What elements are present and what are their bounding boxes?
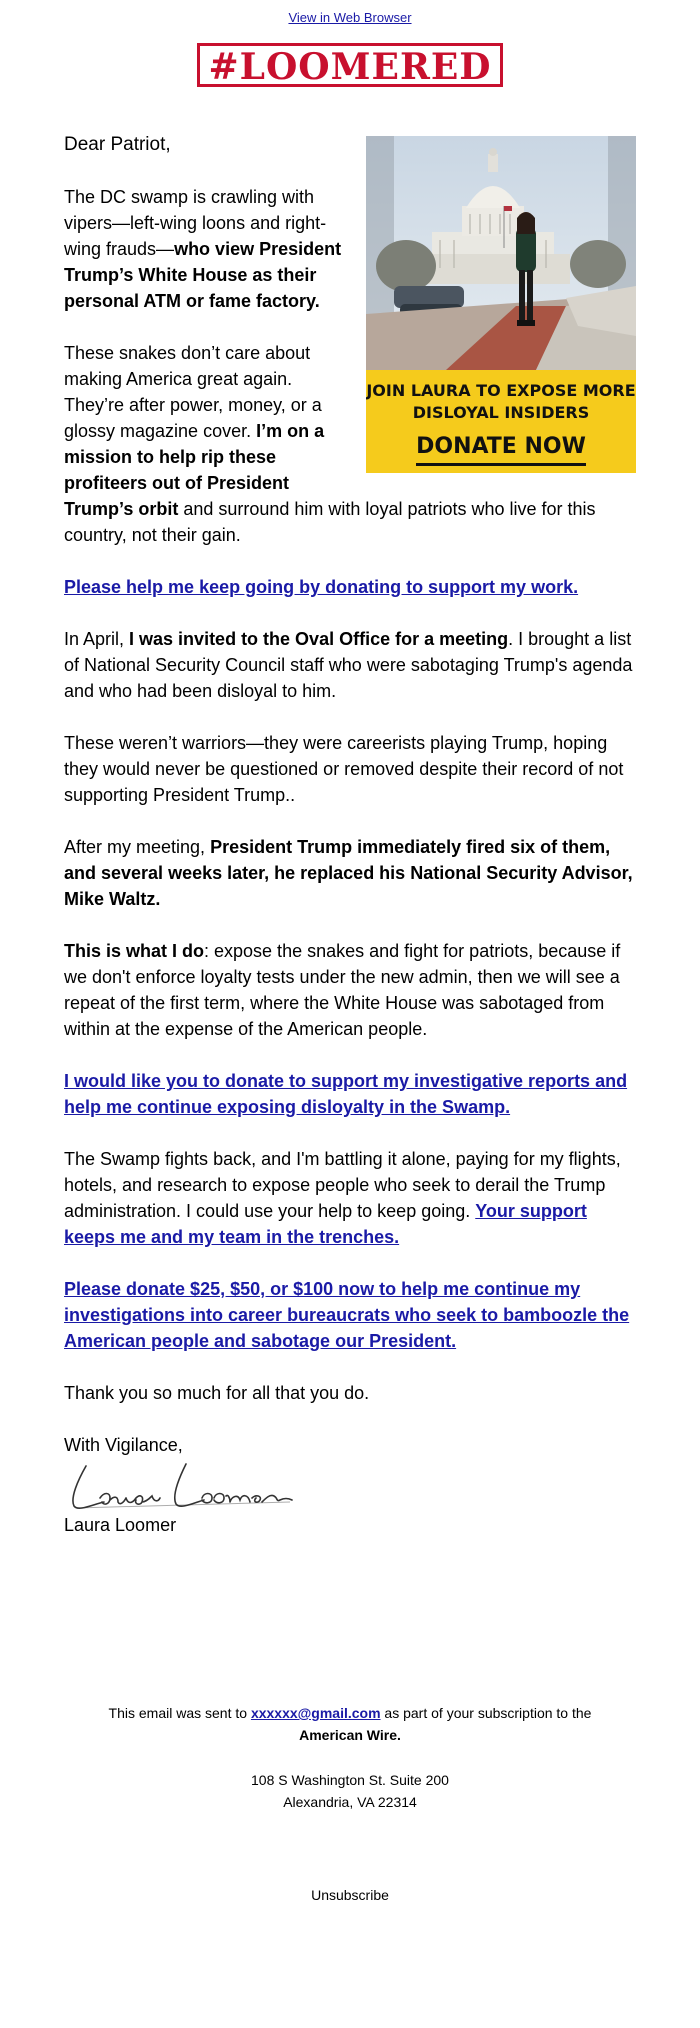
p3-bold: I was invited to the Oval Office for a meeting (129, 629, 509, 649)
donate-link-investigative-reports[interactable]: I would like you to donate to support my investigative reports and help me continue exposing disloyalty in the Swamp. (64, 1071, 628, 1117)
p2-text-end: and surround him with loyal patriots who live for this country, not their gain. (64, 499, 596, 545)
p5-bold: President Trump immediately fired six of them, and several weeks later, he replaced his National Security Advisor, Mike Waltz. (64, 837, 633, 909)
p6-text: : expose the snakes and fight for patriots, because if we don't enforce loyalty tests under the new admin, then we will see a repeat of the first term, where the White House was sabotaged from within at the expense of the American people. (64, 941, 621, 1039)
loomered-logo[interactable]: #LOOMERED (197, 43, 502, 87)
paragraph-donate-link-4 (64, 1276, 636, 1354)
p2-text: These snakes don’t care about making America great again. They’re after power, money, or a glossy magazine cover. (64, 343, 322, 441)
p2-bold: I’m on a mission to help rip these profiteers out of President Trump’s orbit (64, 421, 325, 519)
donate-now-cta[interactable]: DONATE NOW (416, 432, 586, 466)
address-line1: 108 S Washington St. Suite 200 (251, 1772, 449, 1788)
closing: With Vigilance, (64, 1435, 183, 1455)
p1-bold: who view President Trump’s White House as their personal ATM or fame factory. (64, 239, 342, 311)
p3-text-end: . I brought a list of National Security Council staff who were sabotaging Trump's agenda and who had been disloyal to him. (64, 629, 633, 701)
letter-content (0, 132, 700, 1538)
sent-prefix: This email was sent to (108, 1705, 251, 1721)
paragraph-fired (64, 834, 636, 912)
greeting: Dear Patriot, (64, 134, 171, 155)
donate-link-support-work[interactable]: Please help me keep going by donating to support my work. (64, 577, 579, 597)
donate-link-amounts[interactable]: Please donate $25, $50, or $100 now to help me continue my investigations into career bureaucrats who seek to bamboozle the American people and sabotage our President. (64, 1279, 630, 1351)
banner-line1: JOIN LAURA TO EXPOSE MORE (366, 381, 636, 400)
paragraph-donate-link-2 (64, 1068, 636, 1120)
capitol-photo (366, 136, 636, 370)
p5-text: After my meeting, (64, 837, 211, 857)
view-in-browser-link[interactable]: View in Web Browser (288, 10, 412, 25)
handwritten-signature (64, 1458, 296, 1516)
p3-text: In April, (64, 629, 130, 649)
donate-link-your-support[interactable]: Your support keeps me and my team in the trenches. (64, 1201, 587, 1247)
banner-line2: DISLOYAL INSIDERS (412, 403, 590, 422)
org-name: American Wire. (299, 1727, 401, 1743)
unsubscribe-link[interactable]: Unsubscribe (311, 1887, 389, 1903)
signer-name: Laura Loomer (64, 1515, 177, 1535)
top-bar (0, 0, 700, 30)
mailing-address (40, 1769, 660, 1813)
p6-bold: This is what I do (64, 941, 205, 961)
donate-banner-band (366, 370, 636, 473)
logo-row (0, 30, 700, 110)
address-line2: Alexandria, VA 22314 (283, 1794, 417, 1810)
donate-banner-image[interactable] (366, 136, 636, 473)
paragraph-careerists: These weren’t warriors—they were careerists playing Trump, hoping they would never be questioned or removed despite their record of not supporting President Trump.. (64, 733, 624, 805)
sent-suffix: as part of your subscription to the (380, 1705, 592, 1721)
footer (0, 1702, 700, 1906)
signature-block (64, 1432, 636, 1538)
paragraph-swamp-fights-back (64, 1146, 636, 1250)
paragraph-oval-office (64, 626, 636, 704)
paragraph-thanks: Thank you so much for all that you do. (64, 1383, 370, 1403)
p1-text: The DC swamp is crawling with vipers—left-wing loons and right-wing frauds— (64, 187, 327, 259)
recipient-email-link[interactable]: xxxxxx@gmail.com (250, 1705, 381, 1721)
p7-text: The Swamp fights back, and I'm battling it alone, paying for my flights, hotels, and research to expose people who seek to derail the Trump administration. I could use your help to keep going. (64, 1149, 621, 1221)
paragraph-what-i-do (64, 938, 636, 1042)
paragraph-donate-link-1 (64, 574, 636, 600)
subscription-notice (40, 1702, 660, 1746)
